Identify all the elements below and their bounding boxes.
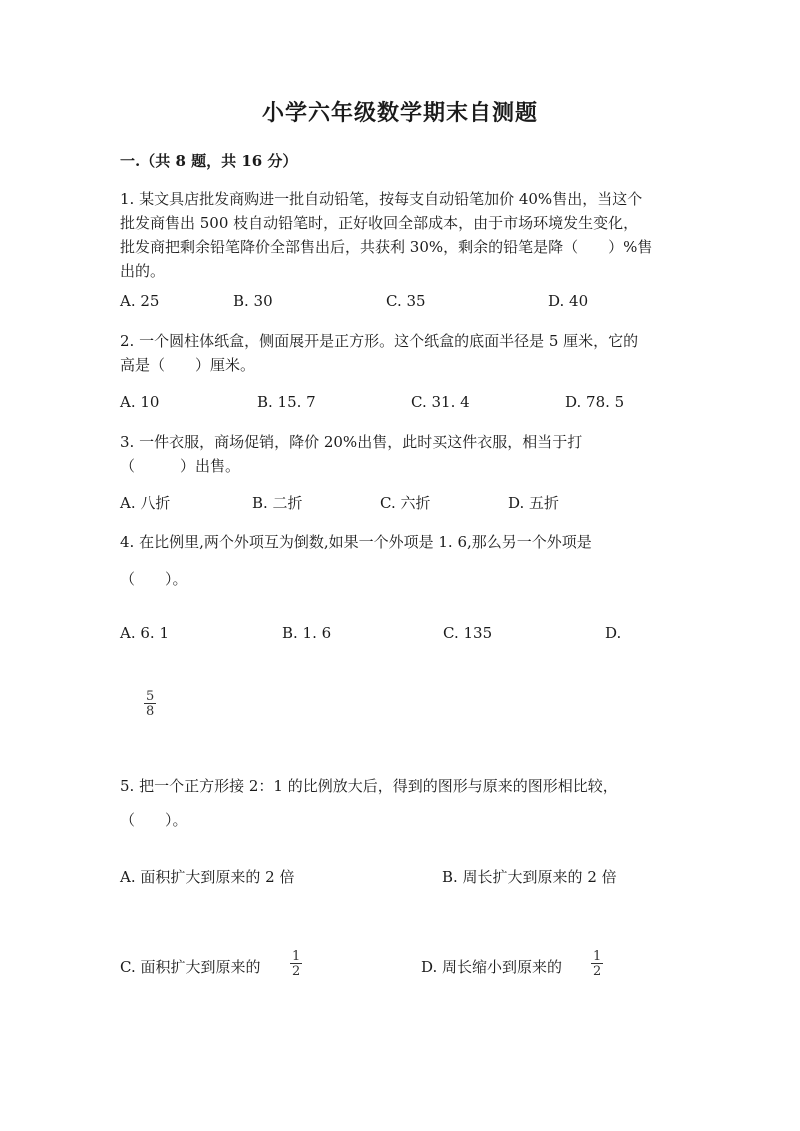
q5-option-d: D. 周长缩小到原来的 — [421, 958, 563, 976]
q1-line-1: 1. 某文具店批发商购进一批自动铅笔，按每支自动铅笔加价 40%售出，当这个 — [120, 190, 643, 208]
fraction-denominator: 2 — [292, 964, 301, 979]
q3-option-b: B. 二折 — [252, 494, 303, 512]
fraction-denominator: 8 — [146, 704, 155, 719]
fraction-numerator: 1 — [292, 949, 301, 964]
q4-option-d: D. — [605, 624, 622, 642]
q1-line-3: 批发商把剩余铅笔降价全部售出后，共获利 30%，剩余的铅笔是降（ ）%售 — [120, 238, 653, 256]
q4-option-c: C. 135 — [443, 624, 493, 642]
q5-line-1: 5. 把一个正方形接 2：1 的比例放大后，得到的图形与原来的图形相比较， — [120, 777, 618, 795]
q4-line-2: （ ）。 — [120, 570, 188, 588]
q1-option-c: C. 35 — [386, 292, 426, 310]
q3-option-a: A. 八折 — [120, 494, 171, 512]
q5-option-c: C. 面积扩大到原来的 — [120, 958, 261, 976]
q5-option-b: B. 周长扩大到原来的 2 倍 — [442, 868, 617, 886]
q3-option-c: C. 六折 — [380, 494, 431, 512]
q4-option-a: A. 6. 1 — [120, 624, 169, 642]
q3-option-d: D. 五折 — [508, 494, 560, 512]
q2-line-1: 2. 一个圆柱体纸盒，侧面展开是正方形。这个纸盒的底面半径是 5 厘米，它的 — [120, 332, 639, 350]
section-header: 一.（共 8 题，共 16 分） — [120, 152, 298, 170]
fraction-numerator: 1 — [593, 949, 602, 964]
q3-line-1: 3. 一件衣服，商场促销，降价 20%出售，此时买这件衣服，相当于打 — [120, 433, 583, 451]
q2-line-2: 高是（ ）厘米。 — [120, 356, 256, 374]
q1-option-a: A. 25 — [120, 292, 160, 310]
page-title: 小学六年级数学期末自测题 — [261, 100, 538, 126]
q5-option-d-fraction — [591, 950, 603, 978]
q1-option-d: D. 40 — [548, 292, 589, 310]
q3-line-2: （ ）出售。 — [120, 457, 241, 475]
fraction-numerator: 5 — [146, 689, 155, 704]
q2-option-b: B. 15. 7 — [257, 393, 316, 411]
q4-option-d-fraction — [144, 690, 156, 718]
q1-line-4: 出的。 — [120, 262, 166, 280]
q5-option-c-fraction — [290, 950, 302, 978]
fraction-denominator: 2 — [593, 964, 602, 979]
q4-option-b: B. 1. 6 — [282, 624, 332, 642]
q2-option-a: A. 10 — [120, 393, 160, 411]
q4-line-1: 4. 在比例里,两个外项互为倒数,如果一个外项是 1. 6,那么另一个外项是 — [120, 533, 592, 551]
q1-option-b: B. 30 — [233, 292, 273, 310]
q5-line-2: （ ）。 — [120, 811, 188, 829]
q2-option-d: D. 78. 5 — [565, 393, 625, 411]
q2-option-c: C. 31. 4 — [411, 393, 470, 411]
q1-line-2: 批发商售出 500 枝自动铅笔时，正好收回全部成本，由于市场环境发生变化， — [120, 214, 639, 232]
q5-option-a: A. 面积扩大到原来的 2 倍 — [120, 868, 295, 886]
